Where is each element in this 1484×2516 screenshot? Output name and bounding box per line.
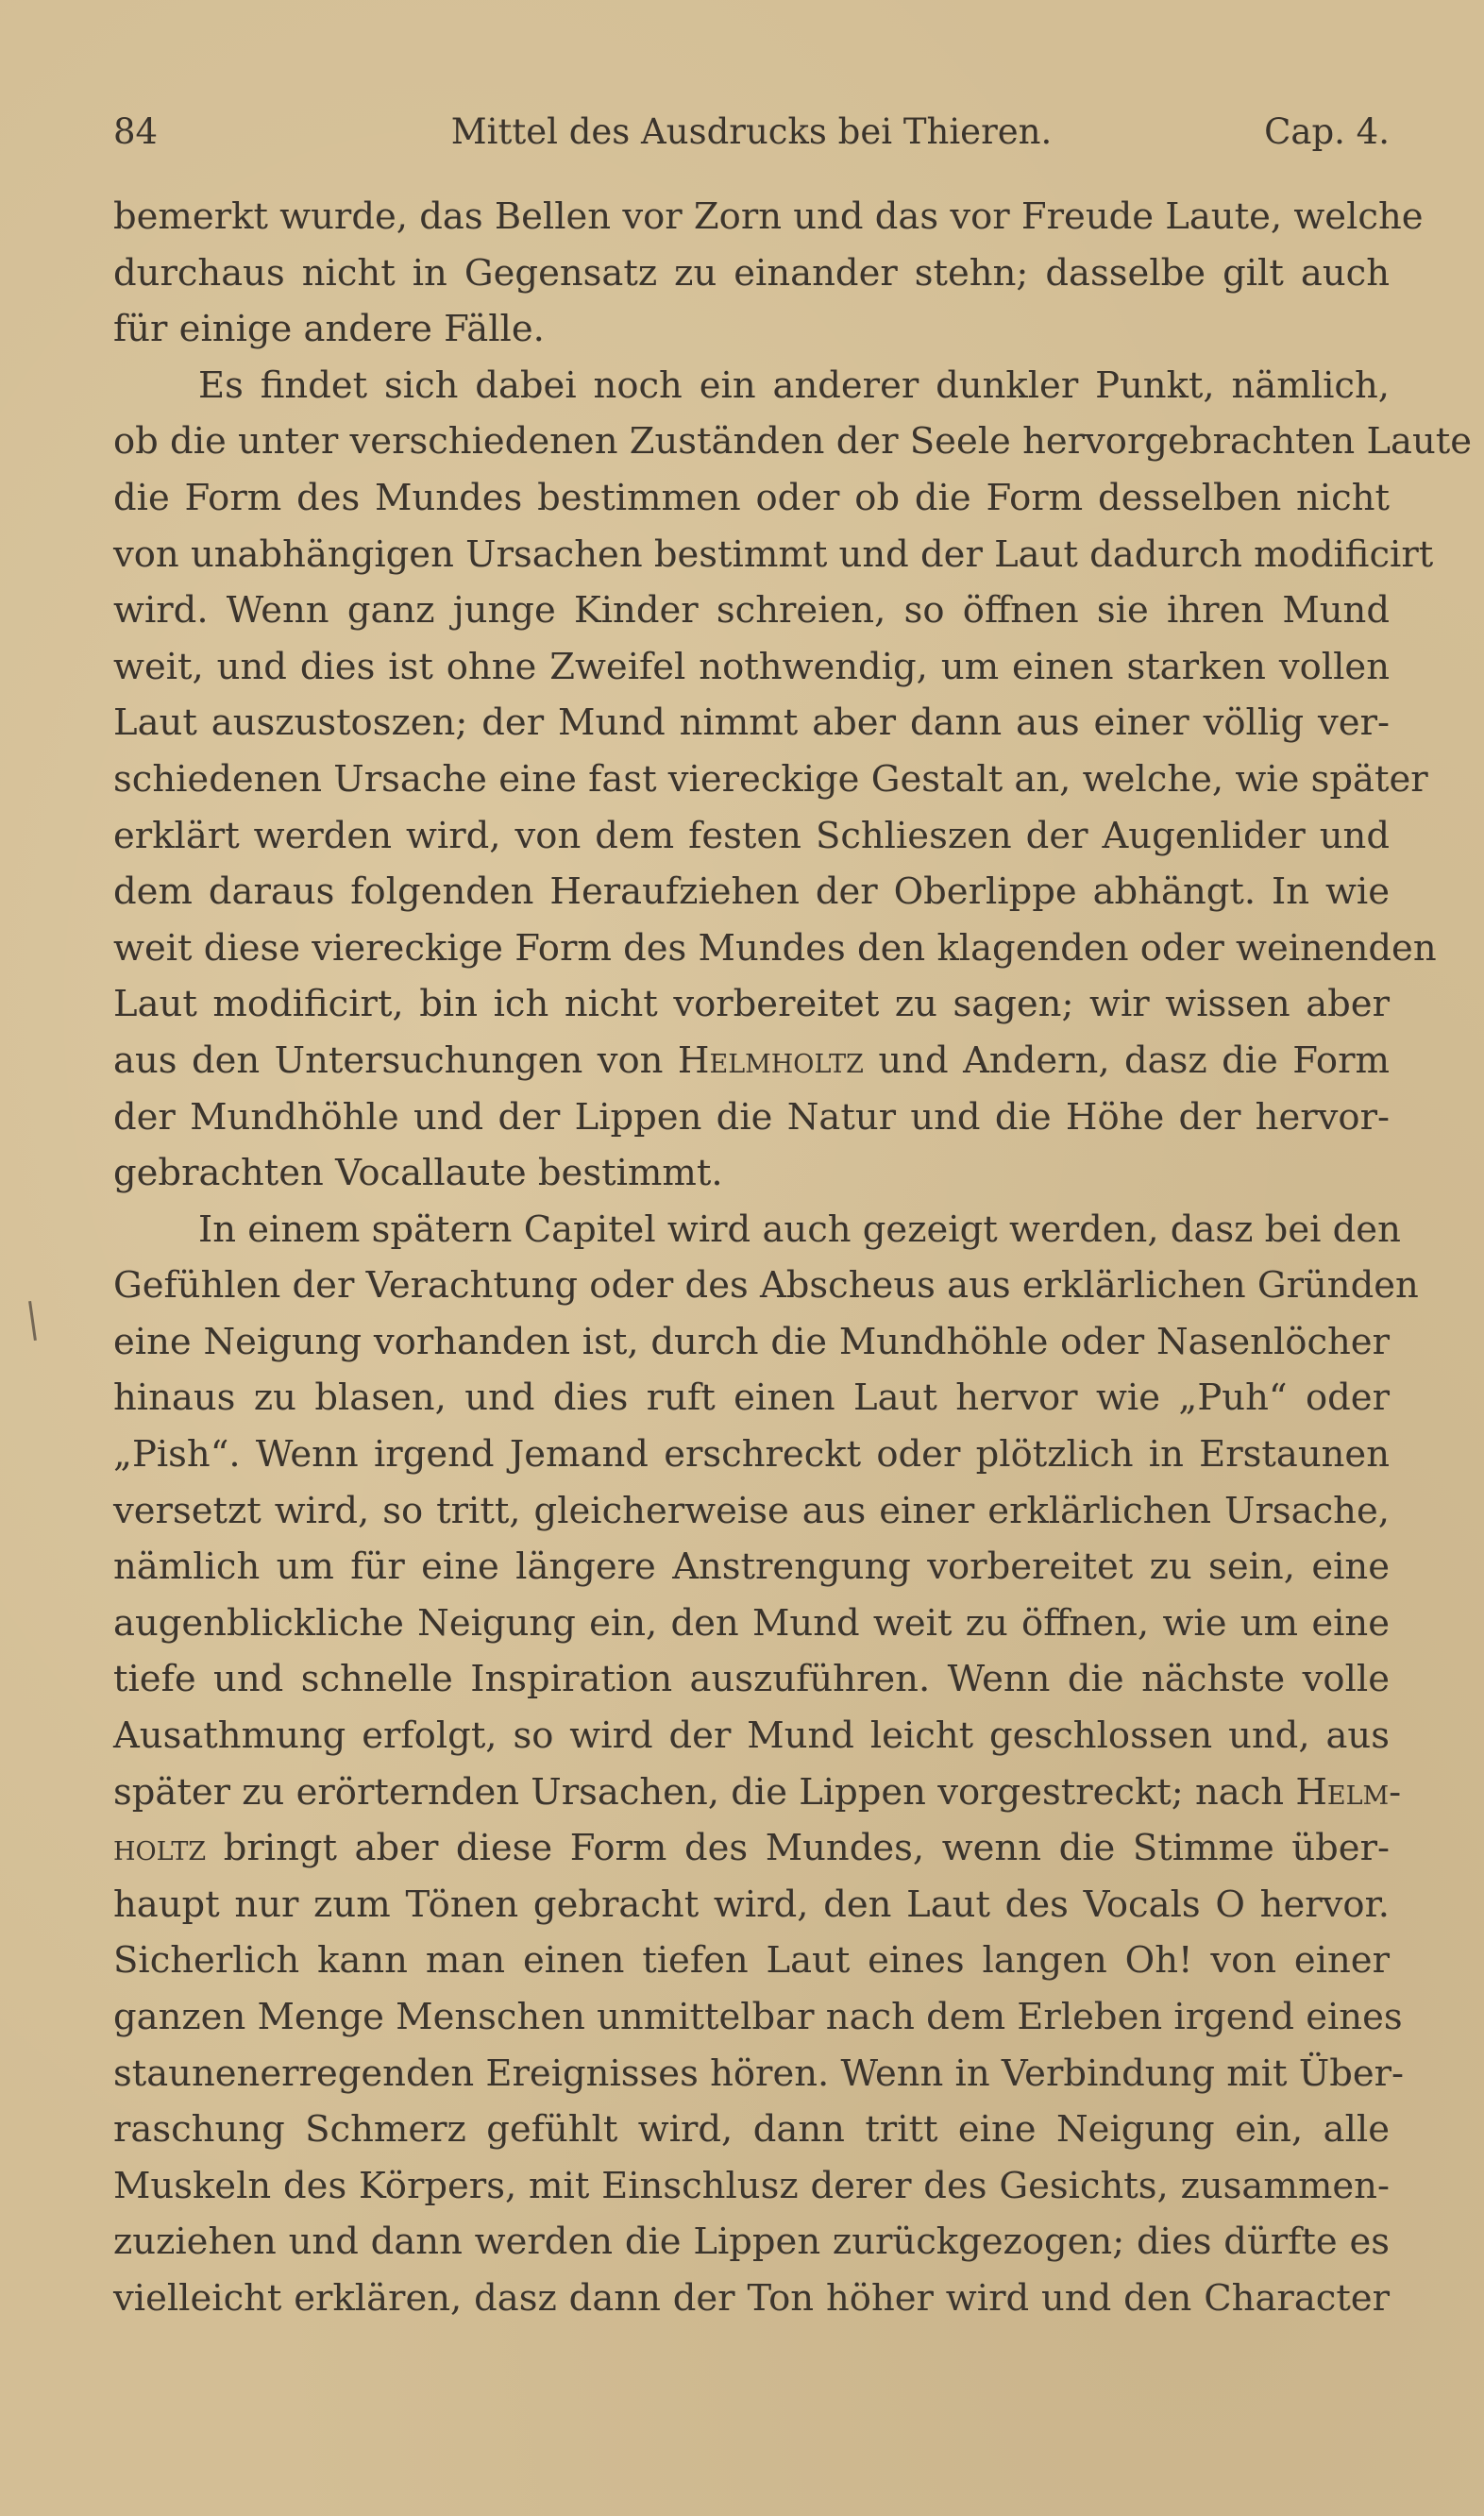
text-line: ganzen Menge Menschen unmittelbar nach dem Erleben irgend eines (113, 1996, 1403, 2038)
chapter-label: Cap. 4. (1264, 111, 1390, 152)
text-line: In einem spätern Capitel wird auch gezeigt werden, dasz bei den (198, 1207, 1401, 1251)
text-line: haupt nur zum Tönen gebracht wird, den Laut des Vocals O hervor. (113, 1883, 1390, 1926)
text-line: der Mundhöhle und der Lippen die Natur und die Höhe der hervor- (113, 1095, 1390, 1139)
text-line: augenblickliche Neigung ein, den Mund weit zu öffnen, wie um eine (113, 1601, 1390, 1645)
text-line: raschung Schmerz gefühlt wird, dann tritt eine Neigung ein, alle (113, 2108, 1390, 2152)
text-line: weit diese viereckige Form des Mundes den klagenden oder weinenden (113, 926, 1437, 970)
body-text (113, 189, 1473, 2327)
text-line: bemerkt wurde, das Bellen vor Zorn und das vor Freude Laute, welche (113, 195, 1424, 238)
text-line: schiedenen Ursache eine fast viereckige Gestalt an, welche, wie später (113, 757, 1428, 801)
text-fragment: später zu erörternden Ursachen, die Lippen vorgestreckt; nach (113, 1770, 1296, 1814)
margin-mark (28, 1301, 37, 1341)
text-line: vielleicht erklären, dasz dann der Ton höher wird und den Character (113, 2276, 1390, 2320)
text-line: wird. Wenn ganz junge Kinder schreien, so öffnen sie ihren Mund (113, 589, 1390, 633)
text-line: Gefühlen der Verachtung oder des Abscheus aus erklärlichen Gründen (113, 1264, 1419, 1308)
text-line: von unabhängigen Ursachen bestimmt und der Laut dadurch modificirt (113, 532, 1434, 576)
author-name-smallcaps: holtz (113, 1827, 207, 1870)
text-fragment: aus den Untersuchungen von (113, 1038, 678, 1082)
text-line: erklärt werden wird, von dem festen Schlieszen der Augenlider und (113, 814, 1390, 857)
page-number: 84 (113, 111, 159, 152)
text-line: dem daraus folgenden Heraufziehen der Oberlippe abhängt. In wie (113, 870, 1390, 914)
text-line: Muskeln des Körpers, mit Einschlusz derer des Gesichts, zusammen- (113, 2164, 1390, 2207)
text-line: zuziehen und dann werden die Lippen zurückgezogen; dies dürfte es (113, 2220, 1390, 2264)
text-line: weit, und dies ist ohne Zweifel nothwendig, um einen starken vollen (113, 645, 1390, 688)
text-line: Sicherlich kann man einen tiefen Laut eines langen Oh! von einer (113, 1939, 1390, 1983)
text-fragment: bringt aber diese Form des Mundes, wenn die Stimme über- (206, 1827, 1390, 1870)
author-name-smallcaps: Helmholtz (677, 1038, 864, 1082)
text-line: ob die unter verschiedenen Zuständen der Seele hervorgebrachten Laute (113, 420, 1473, 464)
text-line (113, 1033, 1390, 1089)
text-line: die Form des Mundes bestimmen oder ob die Form desselben nicht (113, 476, 1390, 519)
page-header (113, 104, 1390, 160)
text-line: versetzt wird, so tritt, gleicherweise aus einer erklärlichen Ursache, (113, 1489, 1390, 1532)
text-line: nämlich um für eine längere Anstrengung vorbereitet zu sein, eine (113, 1545, 1390, 1589)
text-line: für einige andere Fälle. (113, 308, 545, 351)
text-line: Es findet sich dabei noch ein anderer dunkler Punkt, nämlich, (198, 363, 1390, 407)
author-name-smallcaps: Helm- (1295, 1770, 1402, 1814)
running-title: Mittel des Ausdrucks bei Thieren. (450, 111, 1053, 152)
text-line: Laut modificirt, bin ich nicht vorbereitet zu sagen; wir wissen aber (113, 983, 1390, 1026)
text-line: hinaus zu blasen, und dies ruft einen Laut hervor wie „Puh“ oder (113, 1376, 1390, 1420)
text-line: „Pish“. Wenn irgend Jemand erschreckt oder plötzlich in Erstaunen (113, 1433, 1390, 1477)
text-fragment: und Andern, dasz die Form (863, 1038, 1390, 1082)
text-line: durchaus nicht in Gegensatz zu einander stehn; dasselbe gilt auch (113, 251, 1390, 295)
text-line (113, 1820, 1390, 1877)
text-line: tiefe und schnelle Inspiration auszuführen. Wenn die nächste volle (113, 1658, 1390, 1701)
text-line: gebrachten Vocallaute bestimmt. (113, 1152, 723, 1195)
text-line: eine Neigung vorhanden ist, durch die Mundhöhle oder Nasenlöcher (113, 1320, 1390, 1363)
text-line: Laut auszustoszen; der Mund nimmt aber dann aus einer völlig ver- (113, 701, 1390, 745)
text-line: staunenerregenden Ereignisses hören. Wenn in Verbindung mit Über- (113, 2052, 1405, 2095)
text-line: Ausathmung erfolgt, so wird der Mund leicht geschlossen und, aus (113, 1714, 1390, 1758)
text-line (113, 1765, 1402, 1821)
